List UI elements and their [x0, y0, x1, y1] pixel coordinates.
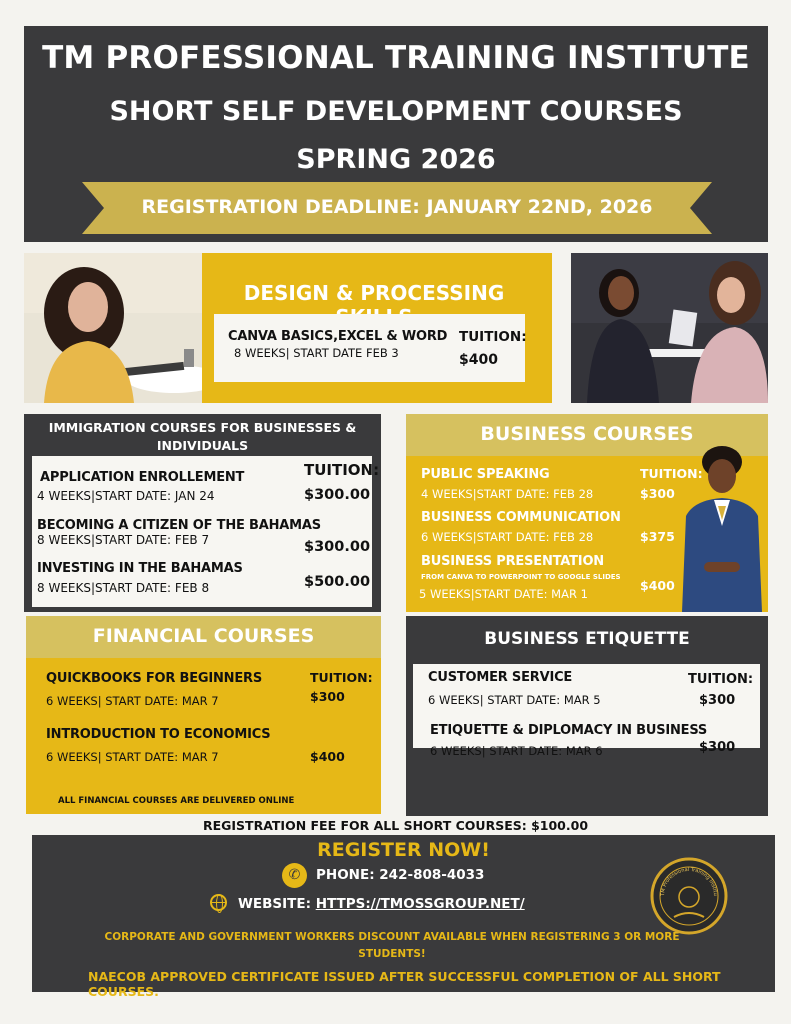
course-price: $500.00 [304, 574, 371, 590]
deadline-ribbon [82, 182, 712, 234]
course-price: $400 [310, 749, 345, 764]
course-price: $300.00 [304, 487, 371, 503]
immigration-section-title: IMMIGRATION COURSES FOR BUSINESSES & INDIVIDUALS [48, 420, 357, 453]
design-section [24, 253, 552, 403]
course-schedule: 6 WEEKS| START DATE: MAR 7 [46, 694, 219, 708]
seal-text: TM Professional Training Institu [659, 866, 719, 897]
register-now-heading: REGISTER NOW! [317, 839, 490, 861]
term-title: SPRING 2026 [296, 144, 496, 175]
meeting-photo [571, 253, 768, 403]
footer-panel [32, 835, 775, 999]
course-schedule: 6 WEEKS|START DATE: FEB 28 [421, 530, 594, 544]
course-title: BUSINESS COMMUNICATION [421, 510, 621, 525]
course-title: APPLICATION ENROLLEMENT [40, 470, 245, 485]
phone-icon: ✆ [282, 863, 307, 888]
course-schedule: 6 WEEKS| START DATE: MAR 7 [46, 750, 219, 764]
course-title: PUBLIC SPEAKING [421, 467, 550, 482]
course-schedule: 6 WEEKS| START DATE: MAR 5 [428, 693, 601, 707]
design-course-card [214, 314, 525, 382]
financial-section-title: FINANCIAL COURSES [92, 625, 315, 647]
registration-deadline: REGISTRATION DEADLINE: JANUARY 22ND, 2026 [141, 196, 653, 218]
etiquette-course-card [413, 664, 760, 758]
course-note: FROM CANVA TO POWERPOINT TO GOOGLE SLIDES [421, 573, 621, 581]
online-delivery-note: ALL FINANCIAL COURSES ARE DELIVERED ONLINE [58, 796, 295, 806]
course-title: BUSINESS PRESENTATION [421, 554, 604, 569]
course-price: $400 [459, 352, 498, 368]
course-title: CANVA BASICS,EXCEL & WORD [228, 329, 448, 344]
course-title: CUSTOMER SERVICE [428, 670, 573, 685]
course-title: BECOMING A CITIZEN OF THE BAHAMAS [37, 518, 321, 533]
course-price: $300.00 [304, 539, 371, 555]
course-price: $300 [699, 740, 736, 755]
financial-section [26, 658, 381, 814]
course-schedule: 6 WEEKS| START DATE: MAR 6 [430, 744, 603, 758]
header-banner [24, 26, 768, 242]
tuition-label: TUITION: [310, 670, 373, 685]
course-title: INTRODUCTION TO ECONOMICS [46, 727, 271, 742]
course-price: $375 [640, 529, 675, 544]
course-schedule: 8 WEEKS|START DATE: FEB 7 [37, 533, 210, 547]
businesswoman-photo [674, 446, 768, 612]
business-section [406, 456, 768, 612]
design-section-title: DESIGN & PROCESSING [243, 281, 505, 305]
business-section-title: BUSINESS COURSES [480, 423, 694, 445]
tuition-label: TUITION: [304, 461, 380, 479]
etiquette-section-title: BUSINESS ETIQUETTE [484, 629, 690, 649]
website-label: WEBSITE: [238, 896, 311, 912]
registration-fee: REGISTRATION FEE FOR ALL SHORT COURSES: $100.00 [202, 818, 589, 833]
courses-subtitle: SHORT SELF DEVELOPMENT COURSES [109, 96, 683, 127]
course-schedule: 8 WEEKS| START DATE FEB 3 [234, 346, 399, 360]
course-price: $400 [640, 578, 675, 593]
website-text [238, 896, 525, 912]
course-price: $300 [310, 689, 345, 704]
course-schedule: 5 WEEKS|START DATE: MAR 1 [419, 587, 588, 601]
institute-title: TM PROFESSIONAL TRAINING INSTITUTE [42, 40, 750, 76]
student-photo [24, 253, 202, 403]
course-schedule: 4 WEEKS|START DATE: FEB 28 [421, 487, 594, 501]
course-title: ETIQUETTE & DIPLOMACY IN BUSINESS [430, 723, 708, 738]
certificate-note: NAECOB APPROVED CERTIFICATE ISSUED AFTER SUCCESSFUL COMPLETION OF ALL SHORT COURSES. [88, 969, 721, 999]
website-link[interactable]: HTTPS://TMOSSGROUP.NET/ [315, 896, 525, 912]
immigration-course-card [32, 456, 380, 607]
course-price: $300 [699, 693, 736, 708]
globe-icon [210, 894, 227, 911]
course-price: $300 [640, 486, 675, 501]
tuition-label: TUITION: [640, 466, 703, 481]
tuition-label: TUITION: [688, 672, 754, 687]
course-title: INVESTING IN THE BAHAMAS [37, 561, 243, 576]
course-title: QUICKBOOKS FOR BEGINNERS [46, 671, 263, 686]
course-schedule: 4 WEEKS|START DATE: JAN 24 [37, 489, 215, 503]
etiquette-section [406, 616, 768, 816]
tuition-label: TUITION: [459, 329, 527, 345]
corporate-discount-note: CORPORATE AND GOVERNMENT WORKERS DISCOUNT AVAILABLE WHEN REGISTERING 3 OR MORE STUDENTS! [104, 931, 680, 960]
immigration-section [24, 414, 381, 612]
financial-section-header [26, 616, 381, 658]
course-schedule: 8 WEEKS|START DATE: FEB 8 [37, 581, 210, 595]
institute-seal-logo [650, 857, 728, 935]
phone-number[interactable]: PHONE: 242-808-4033 [316, 867, 485, 883]
